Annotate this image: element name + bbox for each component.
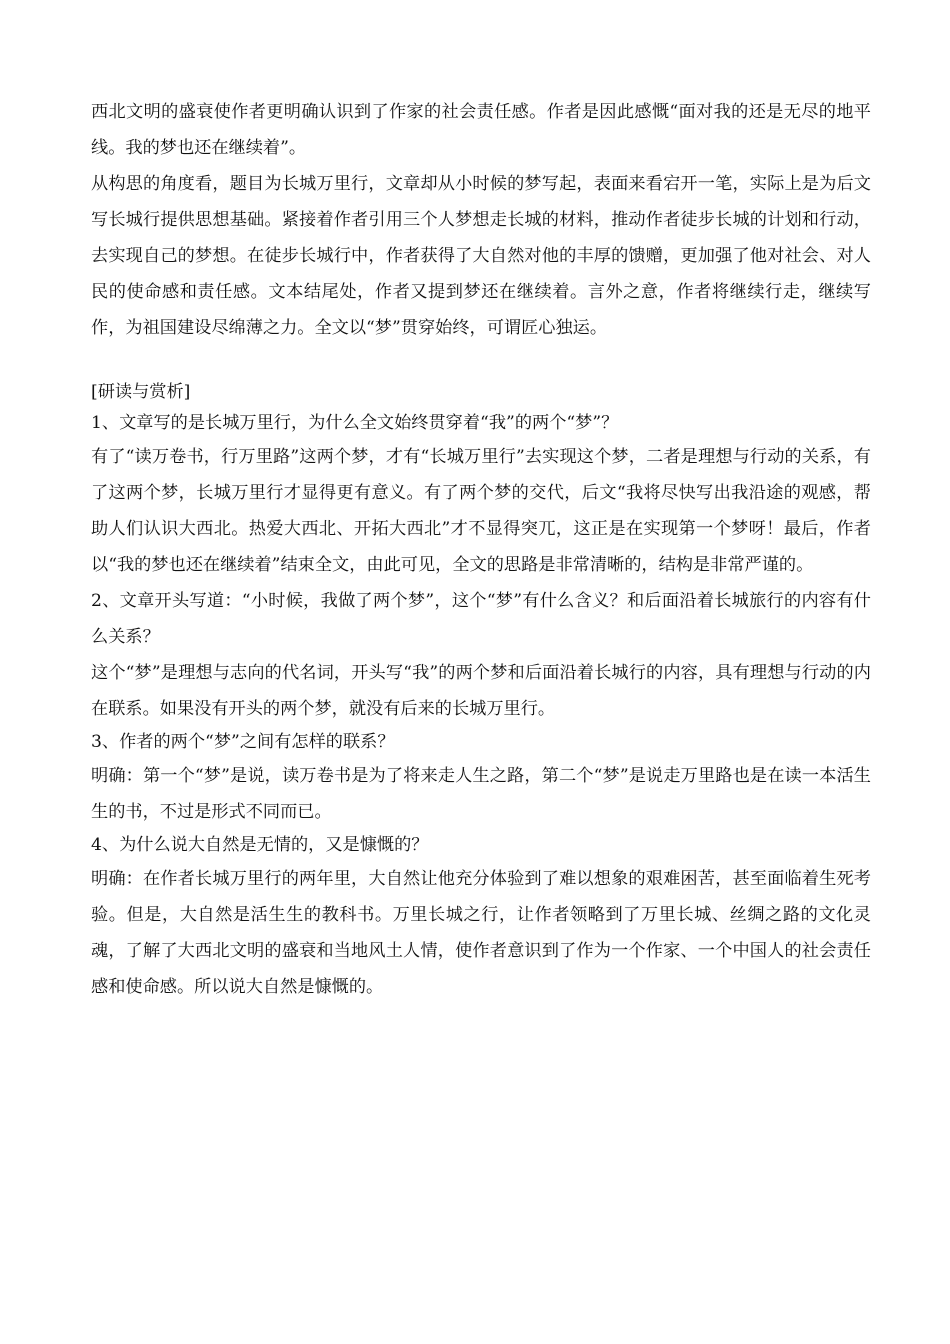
question-2: 2、文章开头写道：“小时候，我做了两个梦”，这个“梦”有什么含义？和后面沿着长城旅行的内容有什么关系？ (91, 591, 871, 647)
answer-1: 有了“读万卷书，行万里路”这两个梦，才有“长城万里行”去实现这个梦，二者是理想与行动的关系，有了这两个梦，长城万里行才显得更有意义。有了两个梦的交代，后文“我将尽快写出我沿途的观感，帮助人们认识大西北。热爱大西北、开拓大西北”才不显得突兀，这正是在实现第一个梦呀！最后，作者以“我的梦也还在继续着”结束全文，由此可见，全文的思路是非常清晰的，结构是非常严谨的。 (91, 447, 871, 575)
paragraph-gap (91, 346, 871, 377)
answer-3: 明确：第一个“梦”是说，读万卷书是为了将来走人生之路，第二个“梦”是说走万里路也是在读一本活生生的书，不过是形式不同而已。 (91, 766, 871, 822)
question-1: 1、文章写的是长城万里行，为什么全文始终贯穿着“我”的两个“梦”？ (91, 413, 619, 433)
intro-paragraph-2: 从构思的角度看，题目为长城万里行，文章却从小时候的梦写起，表面来看宕开一笔，实际上是为后文写长城行提供思想基础。紧接着作者引用三个人梦想走长城的材料，推动作者徒步长城的计划和行动，去实现自己的梦想。在徒步长城行中，作者获得了大自然对他的丰厚的馈赠，更加强了他对社会、对人民的使命感和责任感。文本结尾处，作者又提到梦还在继续着。言外之意，作者将继续行走，继续写作，为祖国建设尽绵薄之力。全文以“梦”贯穿始终，可谓匠心独运。 (91, 174, 871, 338)
intro-paragraph-1: 西北文明的盛衰使作者更明确认识到了作家的社会责任感。作者是因此感慨“面对我的还是无尽的地平线。我的梦也还在继续着”。 (91, 102, 871, 158)
answer-4: 明确：在作者长城万里行的两年里，大自然让他充分体验到了难以想象的艰难困苦，甚至面临着生死考验。但是，大自然是活生生的教科书。万里长城之行，让作者领略到了万里长城、丝绸之路的文化灵魂，了解了大西北文明的盛衰和当地风土人情，使作者意识到了作为一个作家、一个中国人的社会责任感和使命感。所以说大自然是慷慨的。 (91, 869, 871, 997)
section-heading: [研读与赏析] (91, 382, 191, 402)
document-page (91, 94, 871, 1005)
question-3: 3、作者的两个“梦”之间有怎样的联系？ (91, 732, 395, 752)
answer-2: 这个“梦”是理想与志向的代名词，开头写“我”的两个梦和后面沿着长城行的内容，具有理想与行动的内在联系。如果没有开头的两个梦，就没有后来的长城万里行。 (91, 663, 871, 719)
question-4: 4、为什么说大自然是无情的，又是慷慨的？ (91, 835, 429, 855)
